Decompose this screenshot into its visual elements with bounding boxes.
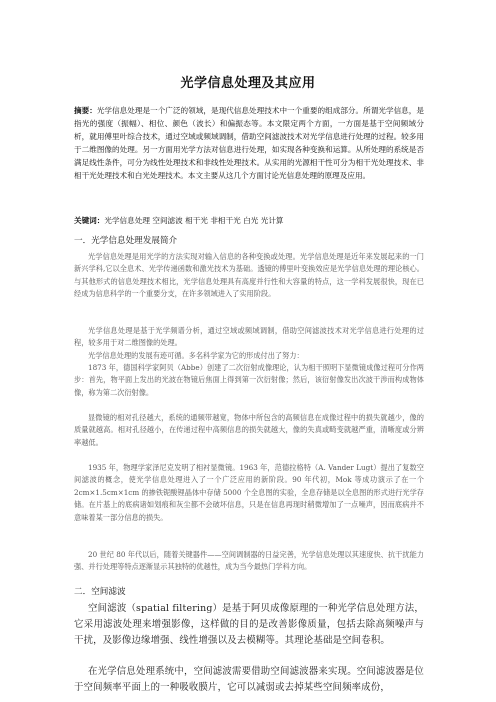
section1-paragraph-6: 1935 年，物理学家泽尼克发明了相衬显微镜。1963 年，范德拉格特（A. Vander Lugt）提出了复数空间滤波的概念，使光学信息处理进入了一个广泛应用的新阶段。90 年代初，Mok 等成功演示了在一个 2cm×1.5cm×1cm 的掺铁铌酸锂晶体中存储 5000 个全息图的实验，全息存储是以全息图的形式进行光学存储。在片基上的底病诸如划痕和灰尘都不会破坏信息，只是在信息再现时稍微增加了一点噪声，因而底病并不意味着某一部分信息的损失。: [74, 463, 424, 522]
section2-paragraph-1: 空间滤波（spatial filtering）是基于阿贝成像原理的一种光学信息处理方法，它采用滤波处理来增强影像，这样做的目的是改善影像质量，包括去除高频噪声与干扰，及影像边缘增强、线性增强以及去模糊等。其理论基础是空间卷积。: [74, 603, 424, 646]
section1-paragraph-7: 20 世纪 80 年代以后，随着关键器件——空间调制器的日益完善，光学信息处理以其速度快、抗干扰能力强、并行处理等特点逐渐显示其独特的优越性，成为当今最热门学科方向。: [74, 550, 424, 572]
section1-paragraph-4: 1873 年，德国科学家阿贝（Abbe）创建了二次衍射成像理论，认为相干照明下显微镜成像过程可分作两步：首先，物平面上发出的光波在物镜后焦面上得到第一次衍射像；然后，该衍射像发出次波干涉而构成物体像，称为第二次衍射像。: [74, 363, 424, 397]
keywords-paragraph: [74, 214, 424, 227]
section2-paragraph-2: 在光学信息处理系统中，空间滤波需要借助空间滤波器来实现。空间滤波器是位于空间频率平面上的一种吸收膜片，它可以减弱或去掉某些空间频率成份，: [74, 666, 424, 693]
abstract-label: 摘要：: [74, 106, 97, 115]
abstract-paragraph: [74, 104, 424, 183]
section1-paragraph-1: 光学信息处理是用光学的方法实现对输入信息的各种变换或处理。光学信息处理是近年来发展起来的一门新兴学科,它以全息术、光学传递函数和激光技术为基础。透镜的傅里叶变换效应是光学信息处理的理论核心。与其他形式的信息处理技术相比，光学信息处理具有高度并行性和大容量的特点，这一学科发展很快，现在已经成为信息科学的一个重要分支，在许多领域进入了实用阶段。: [74, 252, 424, 299]
section1-paragraph-2: 光学信息处理是基于光学频谱分析，通过空域或频域调制，借助空间滤波技术对光学信息进行处理的过程，较多用于对二维图像的处理。: [74, 326, 424, 348]
section1-paragraph-3: 光学信息处理的发展有迹可循。多名科学家为它的形成付出了努力：: [88, 351, 304, 360]
section-heading-2: 二．空间滤波: [74, 587, 126, 597]
document-title: 光学信息处理及其应用: [180, 76, 316, 91]
abstract-text: 光学信息处理是一个广泛的领域，是现代信息处理技术中一个重要的组成部分。所谓光学信息，是指光的强度（振幅）、相位、颜色（波长）和偏振态等。本文限定两个方面，一方面是基于空间频域分析，就用傅里叶综合技术，通过空域或频域调制，借助空间滤波技术对光学信息进行处理的过程。较多用于二维图像的处理。另一方面用光学方法对信息进行处理，如实现各种变换和运算。从所处理的系统是否满足线性条件，可分为线性处理技术和非线性处理技术。从实用的光源相干性可分为相干光处理技术、非相干光处理技术和白光处理技术。本文主要从这几个方面讨论光信息处理的原理及应用。: [74, 106, 424, 181]
keywords-text: 光学信息处理 空间滤波 相干光 非相干光 白光 光计算: [104, 216, 284, 225]
section1-paragraph-5: 显微镜的相对孔径越大，系统的通频带越宽，物体中所包含的高频信息在成像过程中的损失就越少，像的质量就越高。相对孔径越小，在传递过程中高频信息的损失就越大，像的失真或畸变就越严重，清晰度或分辨率越低。: [74, 413, 424, 447]
keywords-label: 关键词：: [74, 216, 105, 225]
section-heading-1: 一．光学信息处理发展简介: [74, 236, 178, 246]
